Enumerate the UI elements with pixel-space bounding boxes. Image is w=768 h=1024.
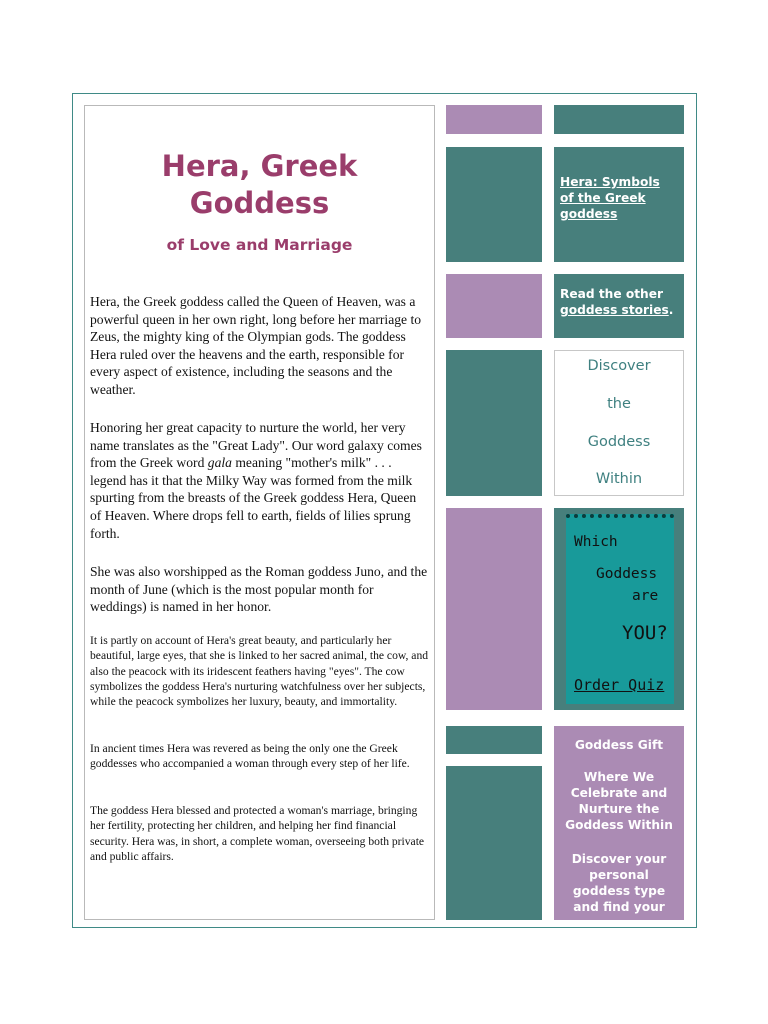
gift-line-5: Discover your xyxy=(571,852,667,866)
symbols-link-line-3[interactable]: goddess xyxy=(560,207,618,221)
paragraph-juno: She was also worshipped as the Roman goddess Juno, and the month of June (which is the most popular month for weddings) is named in her honor. xyxy=(90,564,428,615)
sidebar-block-teal-4 xyxy=(446,766,542,920)
sidebar-block-pink-3 xyxy=(446,508,542,710)
gift-line-2: Celebrate and xyxy=(570,786,668,800)
page-title xyxy=(84,148,435,222)
gift-title: Goddess Gift xyxy=(574,738,664,752)
sidebar-block-pink-2 xyxy=(446,274,542,338)
paragraph-great-lady-a: Honoring her great capacity to nurture the world, her very name translates as the "Great Lady". Our word galaxy comes from the Greek word xyxy=(90,420,422,471)
gift-line-7: goddess type xyxy=(572,884,666,898)
page-subtitle: of Love and Marriage xyxy=(166,236,353,254)
title-line-1: Hera, Greek xyxy=(161,149,358,183)
read-suffix: . xyxy=(668,303,674,317)
goddess-stories-link[interactable]: goddess stories xyxy=(560,303,669,317)
paragraph-ancient: In ancient times Hera was revered as being the only one the Greek goddesses who accompanied a woman through every step of her life. xyxy=(90,742,410,771)
paragraph-great-lady xyxy=(90,419,430,542)
goddess-word: Goddess xyxy=(587,434,651,450)
goddess-gift-box[interactable] xyxy=(554,726,684,920)
quiz-goddess: Goddess xyxy=(596,566,658,582)
read-other-text: Read the other xyxy=(560,287,664,301)
discover-goddess-within-box[interactable] xyxy=(554,350,684,496)
quiz-banner[interactable] xyxy=(566,514,674,704)
sidebar-block-pink-1 xyxy=(446,105,542,134)
paragraph-blessed: The goddess Hera blessed and protected a woman's marriage, bringing her fertility, protecting her children, and helping her find financial security. Hera was, in short, a complete woman, overseeing both private and public affairs. xyxy=(90,804,425,863)
gift-line-3: Nurture the xyxy=(578,802,660,816)
the-word: the xyxy=(607,396,631,412)
quiz-are: are xyxy=(632,588,659,604)
goddess-stories-box xyxy=(554,274,684,338)
order-quiz-link[interactable]: Order Quiz xyxy=(574,676,665,694)
quiz-you: YOU? xyxy=(622,622,668,644)
paragraph-beauty: It is partly on account of Hera's great beauty, and particularly her beautiful, large eyes, that she is linked to her sacred animal, the cow, and also the peacock with its iridescent feathers having "eyes". The cow symbolizes the goddess Hera's nurturing watchfulness over her subjects, while the peacock symbolizes her luxury, beauty, and immortality. xyxy=(90,634,429,709)
within-word: Within xyxy=(595,471,643,487)
gift-line-8: and find your xyxy=(573,900,665,914)
paragraph-intro: Hera, the Greek goddess called the Queen of Heaven, was a powerful queen in her own right, long before her marriage to Zeus, the mighty king of the Olympian gods. The goddess Hera ruled over the heavens and the earth, responsible for every aspect of existence, including the seasons and the weather. xyxy=(90,294,422,397)
sidebar-block-teal-3 xyxy=(446,726,542,754)
sidebar-block-teal-2 xyxy=(446,350,542,496)
gift-line-6: personal xyxy=(589,868,649,882)
symbols-link-box[interactable] xyxy=(554,147,684,262)
quiz-which: Which xyxy=(574,534,618,550)
sidebar-header-block xyxy=(554,105,684,134)
gift-line-1: Where We xyxy=(583,770,655,784)
paragraph-great-lady-b: meaning "mother's milk" . . . legend has it that the Milky Way was formed from the milk spurting from the breasts of the Greek goddess Hera, Queen of Heaven. Where drops fell to earth, fields of lilies sprung forth. xyxy=(90,455,417,541)
discover-word: Discover xyxy=(587,358,651,374)
title-line-2: Goddess xyxy=(189,186,330,220)
sidebar-block-teal-1 xyxy=(446,147,542,262)
symbols-link-line-1[interactable]: Hera: Symbols xyxy=(560,175,660,189)
gala-word: gala xyxy=(207,455,232,471)
symbols-link-line-2[interactable]: of the Greek xyxy=(560,191,646,205)
gift-line-4: Goddess Within xyxy=(565,818,673,832)
